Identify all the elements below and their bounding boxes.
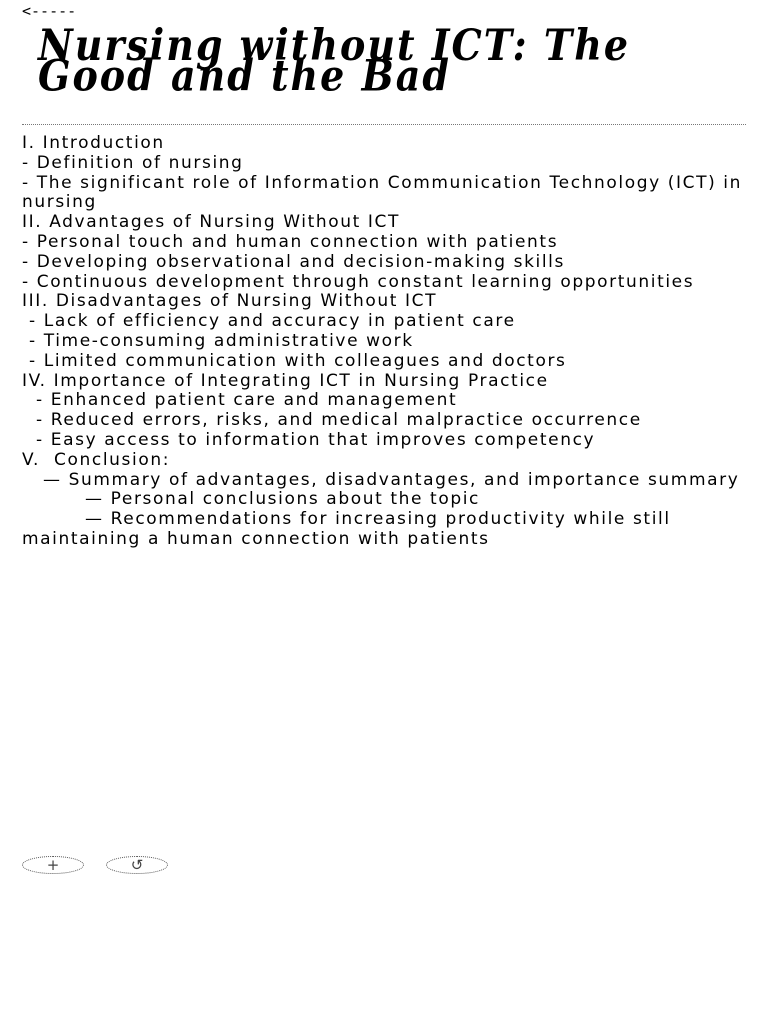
plus-icon: + <box>46 855 60 874</box>
outline-line: - Definition of nursing <box>22 152 244 173</box>
outline-line: I. Introduction <box>22 133 165 153</box>
refresh-icon: ↺ <box>130 855 144 874</box>
outline-line: V. Conclusion: <box>22 449 171 470</box>
outline-line: — Personal conclusions about the topic <box>22 489 480 510</box>
outline-line: - Continuous development through constant learning opportunities <box>22 271 695 292</box>
outline-line: - Developing observational and decision-making skills <box>22 251 565 272</box>
outline-line: IV. Importance of Integrating ICT in Nursing Practice <box>22 370 549 391</box>
outline-line: - Personal touch and human connection with patients <box>22 231 559 252</box>
outline-line: - Time-consuming administrative work <box>22 330 414 351</box>
outline-line: — Summary of advantages, disadvantages, and importance summary <box>22 469 740 490</box>
add-button[interactable] <box>22 856 84 874</box>
page-title: Nursing without ICT: The Good and the Bad <box>38 19 631 101</box>
refresh-button[interactable] <box>106 856 168 874</box>
outline-line: III. Disadvantages of Nursing Without ICT <box>22 291 438 312</box>
title-divider <box>22 124 746 125</box>
outline-line: - Reduced errors, risks, and medical malpractice occurrence <box>22 410 642 431</box>
outline-line: - The significant role of Information Communication Technology (ICT) in nursing <box>22 172 750 213</box>
outline-line: - Lack of efficiency and accuracy in patient care <box>22 311 516 332</box>
outline-line: — Recommendations for increasing productivity while still maintaining a human connection with patients <box>22 509 678 549</box>
outline-line: - Limited communication with colleagues and doctors <box>22 350 567 371</box>
outline-line: II. Advantages of Nursing Without ICT <box>22 212 400 233</box>
outline-content <box>22 134 752 550</box>
action-bar <box>22 856 168 874</box>
back-link[interactable]: <----- <box>22 2 77 20</box>
outline-line: - Easy access to information that improves competency <box>22 429 596 450</box>
outline-line: - Enhanced patient care and management <box>22 390 458 411</box>
